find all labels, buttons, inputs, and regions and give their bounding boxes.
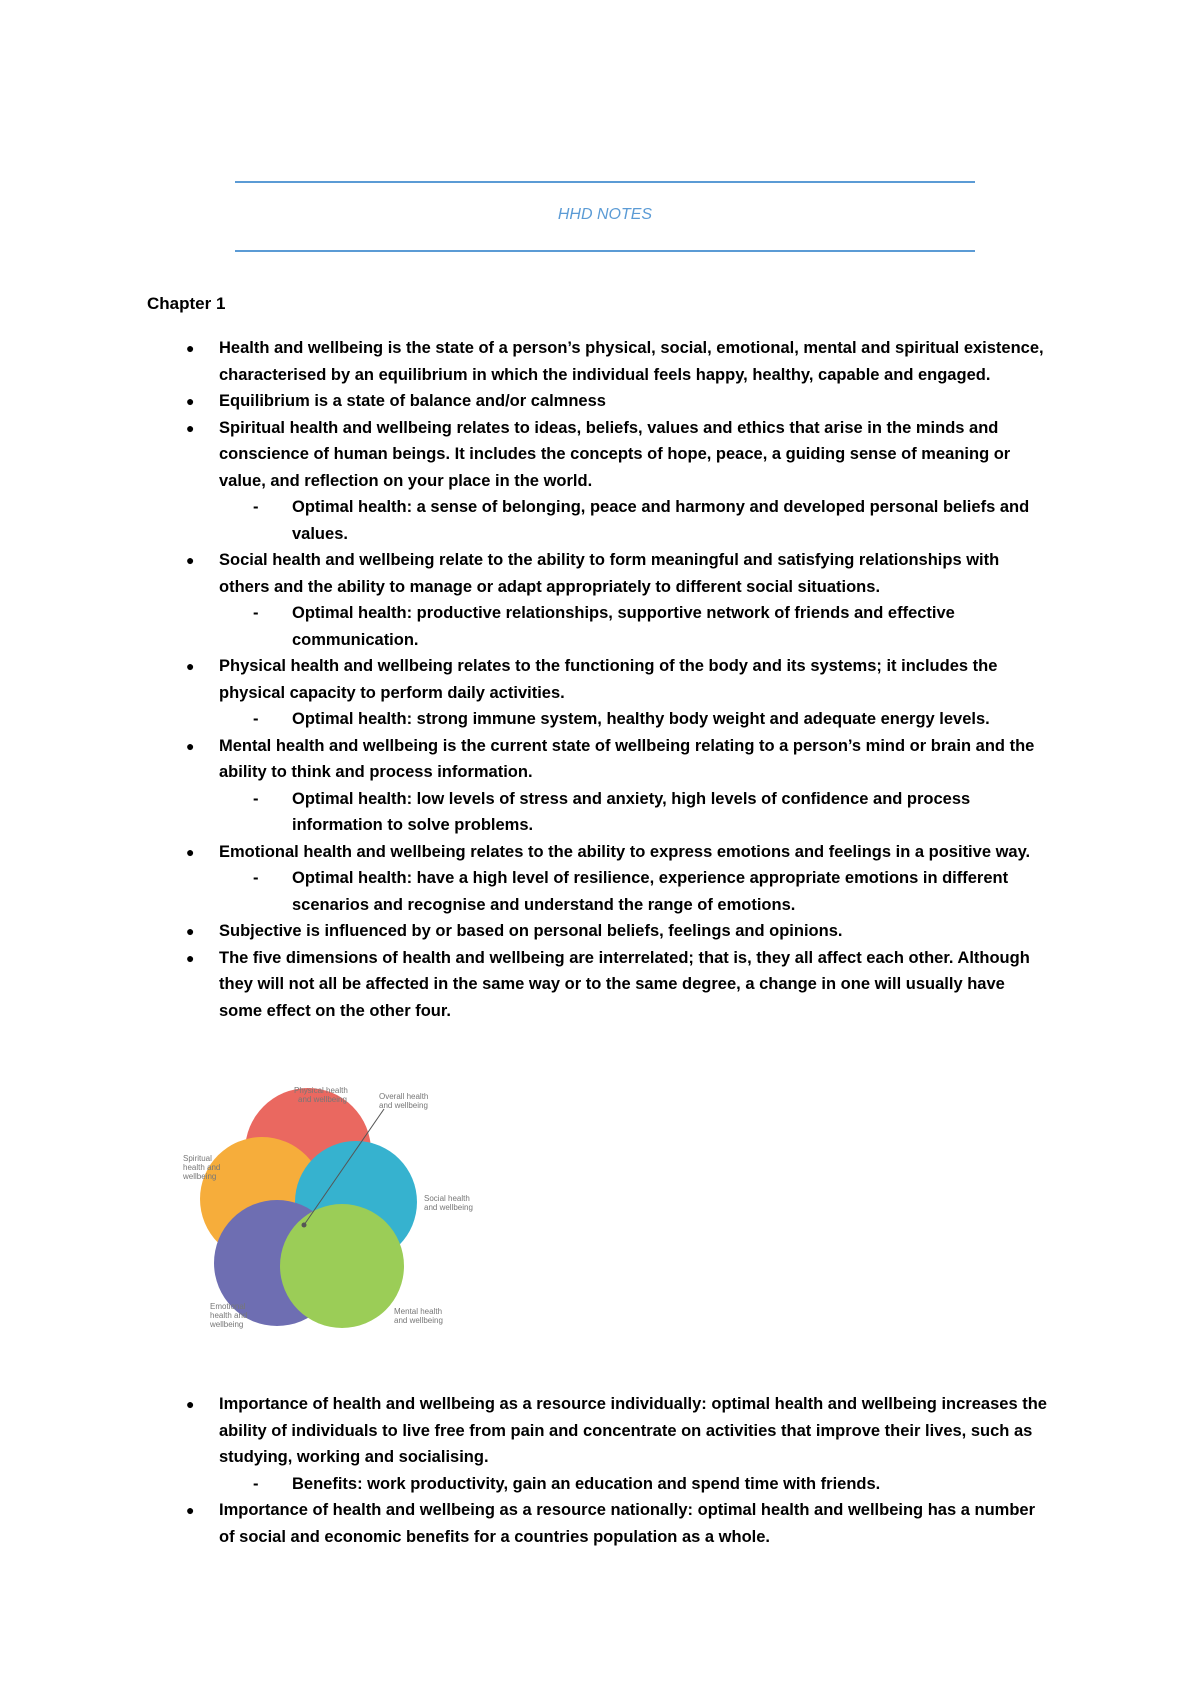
chapter-heading: Chapter 1 <box>147 294 226 313</box>
sub-list-item: - Optimal health: productive relationships, supportive network of friends and effective communication. <box>0 600 1200 653</box>
bullet-icon: ● <box>186 737 195 754</box>
bullet-icon: ● <box>186 1502 195 1518</box>
overall-pointer-dot <box>302 1223 307 1228</box>
label-spiritual: Spiritual health and wellbeing <box>183 1154 221 1181</box>
list-item: ● Mental health and wellbeing is the current state of wellbeing relating to a person’s mind or brain and the ability to think and process information. <box>0 733 1200 786</box>
list-item: ● Physical health and wellbeing relates to the functioning of the body and its systems; it includes the physical capacity to perform daily activities. <box>0 653 1200 706</box>
dash-icon: - <box>253 1474 259 1493</box>
sub-list-item: - Optimal health: a sense of belonging, peace and harmony and developed personal beliefs and values. <box>0 494 1200 547</box>
bullet-icon: ● <box>186 949 195 966</box>
list-item: ● Health and wellbeing is the state of a person’s physical, social, emotional, mental and spiritual existence, characterised by an equilibrium in which the individual feels happy, healthy, capable and engaged. <box>0 335 1200 388</box>
list-item: ● Social health and wellbeing relate to the ability to form meaningful and satisfying relationships with others and the ability to manage or adapt appropriately to different social situations. <box>0 547 1200 600</box>
list-item: ● Importance of health and wellbeing as a resource nationally: optimal health and wellbeing has a number of social and economic benefits for a countries population as a whole. <box>0 1497 1200 1550</box>
list-item: ● Equilibrium is a state of balance and/or calmness <box>0 388 1200 415</box>
list-item: ● Subjective is influenced by or based on personal beliefs, feelings and opinions. <box>0 918 1200 945</box>
list-item: ● Emotional health and wellbeing relates to the ability to express emotions and feelings in a positive way. <box>0 839 1200 866</box>
bullet-icon: ● <box>186 843 195 860</box>
label-mental: Mental health and wellbeing <box>394 1307 443 1325</box>
label-physical: Physical health and wellbeing <box>294 1086 348 1104</box>
page-header-title: HHD NOTES <box>557 206 653 223</box>
health-dimensions-venn-diagram <box>178 1085 488 1330</box>
sub-list-item: - Optimal health: have a high level of resilience, experience appropriate emotions in different scenarios and recognise and understand the range of emotions. <box>0 865 1200 918</box>
list-item: ● Spiritual health and wellbeing relates to ideas, beliefs, values and ethics that arise in the minds and conscience of human beings. It includes the concepts of hope, peace, a guiding sense of meaning or value, and reflection on your place in the world. <box>0 415 1200 495</box>
notes-list-1 <box>0 335 1200 1024</box>
bullet-icon: ● <box>186 393 195 409</box>
list-item: ● The five dimensions of health and wellbeing are interrelated; that is, they all affect each other. Although they will not all be affected in the same way or to the same degree, a change in one will usually have some effect on the other four. <box>0 945 1200 1025</box>
label-emotional: Emotional health and wellbeing <box>210 1302 248 1329</box>
mental-circle <box>280 1204 404 1328</box>
dash-icon: - <box>253 604 259 622</box>
label-overall: Overall health and wellbeing <box>379 1092 429 1110</box>
dash-icon: - <box>253 710 259 728</box>
header-bottom-rule <box>235 250 975 252</box>
sub-list-item: - Optimal health: strong immune system, healthy body weight and adequate energy levels. <box>0 706 1200 733</box>
bullet-icon: ● <box>186 552 195 568</box>
dash-icon: - <box>253 789 259 808</box>
sub-list-item: - Optimal health: low levels of stress and anxiety, high levels of confidence and process information to solve problems. <box>0 786 1200 839</box>
notes-list-2 <box>0 1391 1200 1550</box>
bullet-icon: ● <box>186 923 195 939</box>
label-social: Social health and wellbeing <box>424 1194 473 1212</box>
bullet-icon: ● <box>186 419 195 436</box>
bullet-icon: ● <box>186 1396 195 1412</box>
bullet-icon: ● <box>186 340 195 356</box>
header-top-rule <box>235 181 975 183</box>
list-item: ● Importance of health and wellbeing as a resource individually: optimal health and wellbeing increases the ability of individuals to live free from pain and concentrate on activities that improve their lives, such as studying, working and socialising. <box>0 1391 1200 1471</box>
sub-list-item: - Benefits: work productivity, gain an education and spend time with friends. <box>0 1471 1200 1498</box>
dash-icon: - <box>253 869 259 887</box>
bullet-icon: ● <box>186 658 195 674</box>
dash-icon: - <box>253 498 259 516</box>
